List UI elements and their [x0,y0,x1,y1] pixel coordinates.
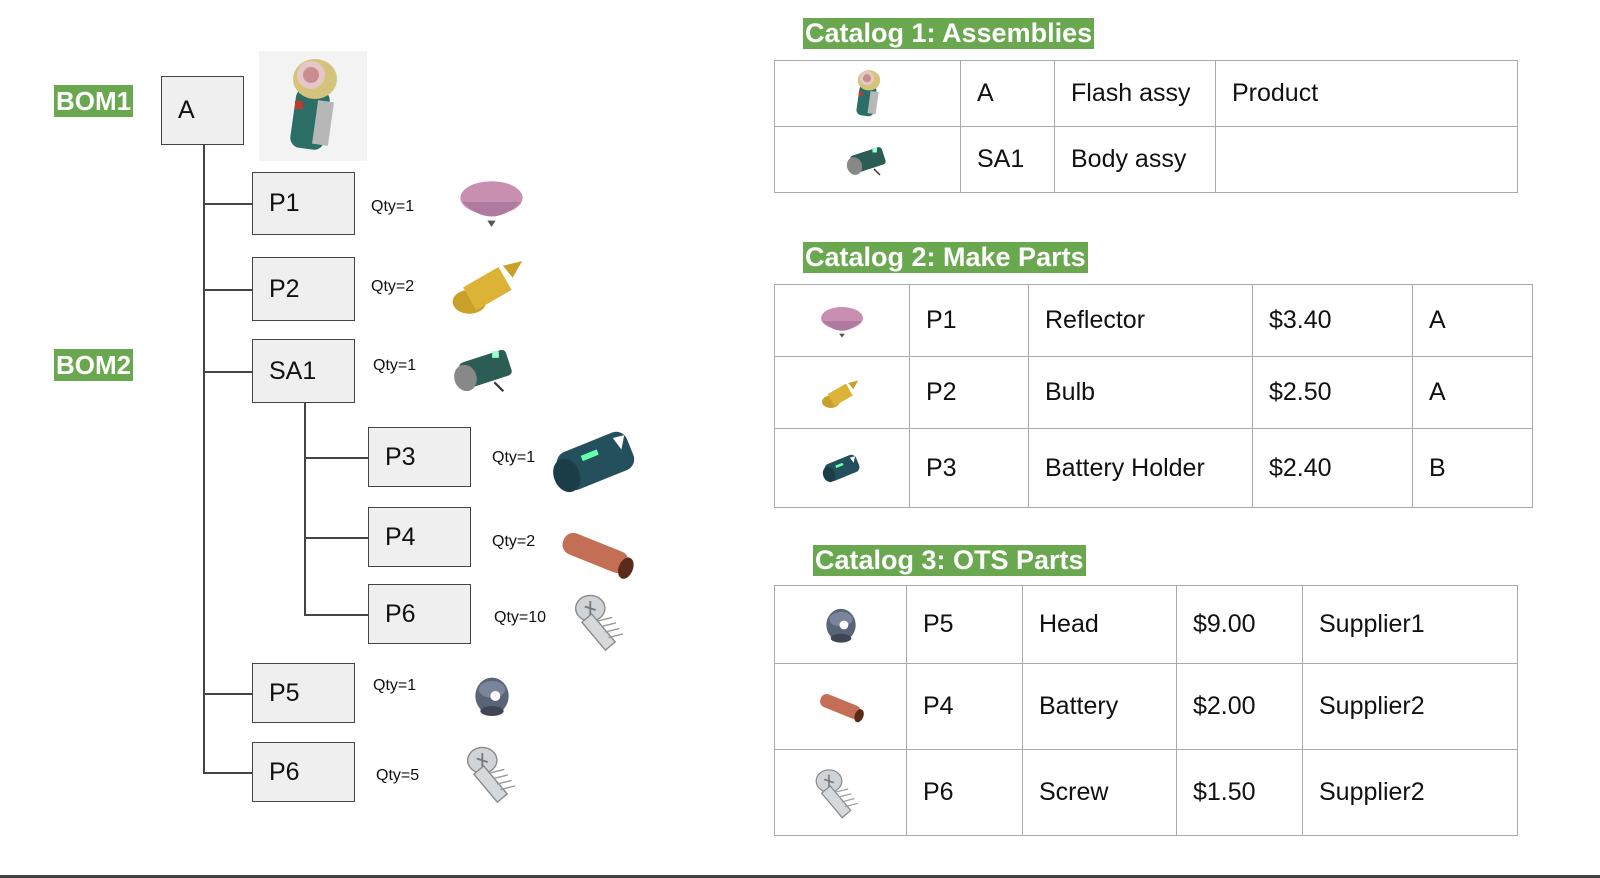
tree-node-label: P2 [269,274,300,303]
qty-label: Qty=2 [371,278,415,295]
tree-branch-p5 [203,693,252,695]
table-cell-name: Battery [1023,664,1177,750]
table-cell-id: SA1 [961,127,1055,193]
table-row [775,61,1518,127]
catalog2-table [774,284,1533,508]
table-cell-image [775,750,907,836]
flashlight-image [259,51,367,161]
tree-branch-sa1 [203,371,252,373]
table-row [775,750,1518,836]
screw-icon [572,590,636,654]
flashlight-icon [259,51,367,161]
body-assy-icon [441,332,530,406]
screw-icon [464,742,528,806]
screw-icon [813,765,869,821]
table-row [775,127,1518,193]
table-cell-price: $1.50 [1177,750,1303,836]
qty-label: Qty=5 [376,767,420,784]
table-cell-id: A [961,61,1055,127]
battery-icon [813,679,869,735]
tree-node-p5 [252,663,355,723]
tree-node-p6-sub [368,584,471,644]
tree-trunk-main [203,145,205,772]
catalog2-title: Catalog 2: Make Parts [805,242,1086,272]
table-cell-id: P5 [907,586,1023,664]
battery-holder-image [538,405,653,517]
table-cell-image [775,357,910,429]
tree-node-label: P6 [269,757,300,786]
table-cell-type: Product [1216,61,1518,127]
table-cell-name: Head [1023,586,1177,664]
table-cell-id: P4 [907,664,1023,750]
table-cell-image [775,429,910,508]
battery-icon [551,518,642,590]
table-cell-type [1216,127,1518,193]
head-icon [819,602,863,648]
table-cell-image [775,285,910,357]
table-cell-id: P6 [907,750,1023,836]
tree-node-p3 [368,427,471,487]
table-cell-name: Flash assy [1055,61,1216,127]
qty-label: Qty=10 [494,609,547,626]
bom1-label: BOM1 [56,86,132,116]
table-cell-supplier: Supplier2 [1303,664,1518,750]
table-cell-id: P1 [910,285,1029,357]
head-image [467,670,517,722]
tree-branch-p4 [304,537,368,539]
tree-node-label: P1 [269,189,300,217]
table-cell-id: P2 [910,357,1029,429]
tree-branch-p6-sub [304,614,368,616]
table-cell-image [775,61,961,127]
tree-node-label: P4 [385,522,416,551]
table-row [775,285,1533,357]
qty-label: Qty=1 [492,449,536,466]
table-cell-image [775,664,907,750]
tree-branch-p2 [203,289,252,291]
tree-node-a [161,76,244,145]
qty-label: Qty=1 [371,198,415,215]
tree-node-label: A [178,96,195,124]
tree-node-label: SA1 [269,356,317,385]
body-assy-image [441,332,530,406]
tree-node-p4 [368,507,471,567]
tree-node-p1 [252,172,355,235]
battery-holder-icon [538,405,653,517]
qty-label: Qty=1 [373,357,417,374]
table-cell-image [775,586,907,664]
bom2-label: BOM2 [56,350,132,380]
reflector-icon [450,165,533,239]
screw-image [572,590,636,654]
table-row [775,429,1533,508]
screw-image [464,742,528,806]
tree-branch-p6 [203,772,252,774]
tree-node-label: P5 [269,678,300,707]
bulb-image [443,238,539,332]
tree-node-label: P3 [385,442,416,471]
tree-branch-p3 [304,457,368,459]
table-cell-name: Bulb [1029,357,1253,429]
bulb-icon [443,238,539,332]
table-cell-supplier: Supplier2 [1303,750,1518,836]
table-row [775,357,1533,429]
table-row [775,586,1518,664]
table-cell-id: P3 [910,429,1029,508]
table-cell-price: $2.40 [1253,429,1413,508]
catalog3-title: Catalog 3: OTS Parts [815,545,1084,575]
table-cell-price: $9.00 [1177,586,1303,664]
reflector-icon [814,297,870,345]
qty-label: Qty=2 [492,533,536,550]
table-cell-supplier: Supplier1 [1303,586,1518,664]
tree-node-p6 [252,742,355,802]
table-cell-price: $3.40 [1253,285,1413,357]
catalog3-table [774,585,1518,836]
qty-label: Qty=1 [373,677,417,694]
flashlight-icon [838,66,898,122]
table-cell-name: Screw [1023,750,1177,836]
table-cell-price: $2.50 [1253,357,1413,429]
head-icon [467,670,517,722]
tree-branch-p1 [203,203,252,205]
battery-image [551,518,642,590]
table-cell-image [775,127,961,193]
reflector-image [450,165,533,239]
battery-holder-icon [816,442,868,494]
tree-node-p2 [252,257,355,321]
catalog1-table [774,60,1518,193]
bulb-icon [817,370,867,416]
body-assy-icon [838,135,898,185]
catalog1-title: Catalog 1: Assemblies [805,18,1093,48]
table-cell-name: Body assy [1055,127,1216,193]
table-cell-grade: A [1413,357,1533,429]
tree-node-sa1 [252,339,355,403]
table-cell-grade: B [1413,429,1533,508]
table-cell-price: $2.00 [1177,664,1303,750]
table-cell-name: Battery Holder [1029,429,1253,508]
table-cell-name: Reflector [1029,285,1253,357]
table-row [775,664,1518,750]
tree-node-label: P6 [385,599,416,628]
table-cell-grade: A [1413,285,1533,357]
tree-trunk-sa1 [304,403,306,614]
